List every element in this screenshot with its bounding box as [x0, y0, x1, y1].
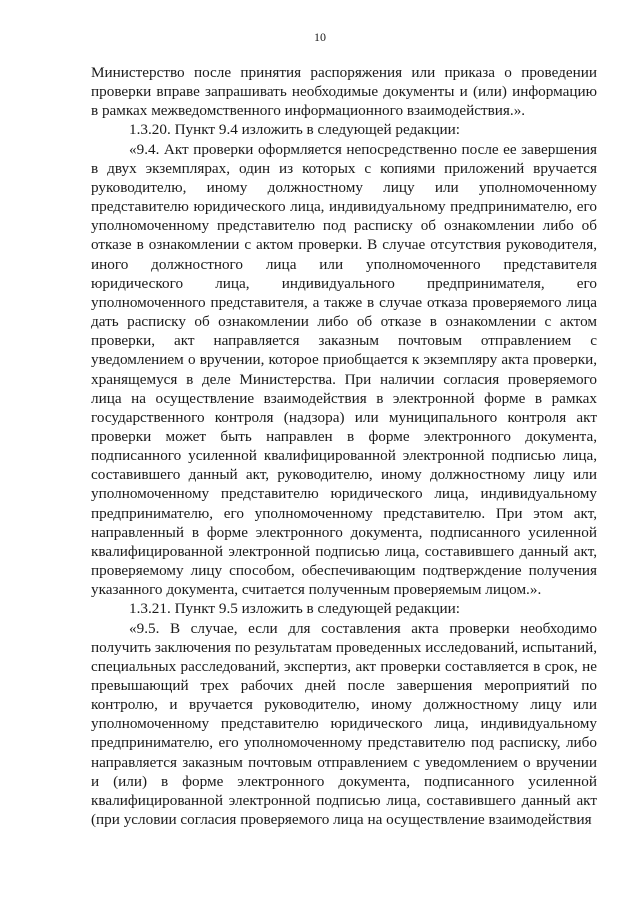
paragraph-clause-1-3-21: 1.3.21. Пункт 9.5 изложить в следующей редакции: [129, 600, 460, 618]
paragraph-ministry-request: Министерство после принятия распоряжения или приказа о проведении проверки вправе запрашивать необходимые документы и (или) информацию в рамках межведомственного информационного взаимодействия.». [91, 64, 597, 120]
paragraph-clause-1-3-20: 1.3.20. Пункт 9.4 изложить в следующей редакции: [129, 121, 460, 139]
paragraph-item-9-5: «9.5. В случае, если для составления акта проверки необходимо получить заключения по результатам проведенных исследований, испытаний, специальных расследований, экспертиз, акт проверки составляется в срок, не превышающий трех рабочих дней после завершения мероприятий по контролю, и вручается руководителю, иному должностному лицу или уполномоченному представителю юридического лица, индивидуальному предпринимателю, его уполномоченному представителю под расписку, либо направляется заказным почтовым отправлением с уведомлением о вручении и (или) в форме электронного документа, подписанного усиленной квалифицированной электронной подписью лица, составившего данный акт (при условии согласия проверяемого лица на осуществление взаимодействия [91, 619, 597, 829]
page-number: 10 [314, 30, 326, 44]
document-body [91, 63, 597, 829]
paragraph-item-9-4: «9.4. Акт проверки оформляется непосредственно после ее завершения в двух экземплярах, один из которых с копиями приложений вручается руководителю, иному должностному лицу или уполномоченному представителю юридического лица, индивидуальному предпринимателю, его уполномоченному представителю под расписку об ознакомлении либо об отказе в ознакомлении с актом проверки. В случае отсутствия руководителя, иного должностного лица или уполномоченного представителя юридического лица, индивидуального предпринимателя, его уполномоченного представителя, а также в случае отказа проверяемого лица дать расписку об ознакомлении либо об отказе в ознакомлении с актом проверки, акт направляется заказным почтовым отправлением с уведомлением о вручении, которое приобщается к экземпляру акта проверки, хранящемуся в деле Министерства. При наличии согласия проверяемого лица на осуществление взаимодействия в электронной форме в рамках государственного контроля (надзора) или муниципального контроля акт проверки может быть направлен в форме электронного документа, подписанного усиленной квалифицированной электронной подписью лица, составившего данный акт, руководителю, иному должностному лицу или уполномоченному представителю юридического лица, индивидуальному предпринимателю, его уполномоченному представителю. При этом акт, направленный в форме электронного документа, подписанного усиленной квалифицированной электронной подписью лица, составившего данный акт, проверяемому лицу способом, обеспечивающим подтверждение получения указанного документа, считается полученным проверяемым лицом.». [91, 140, 597, 599]
